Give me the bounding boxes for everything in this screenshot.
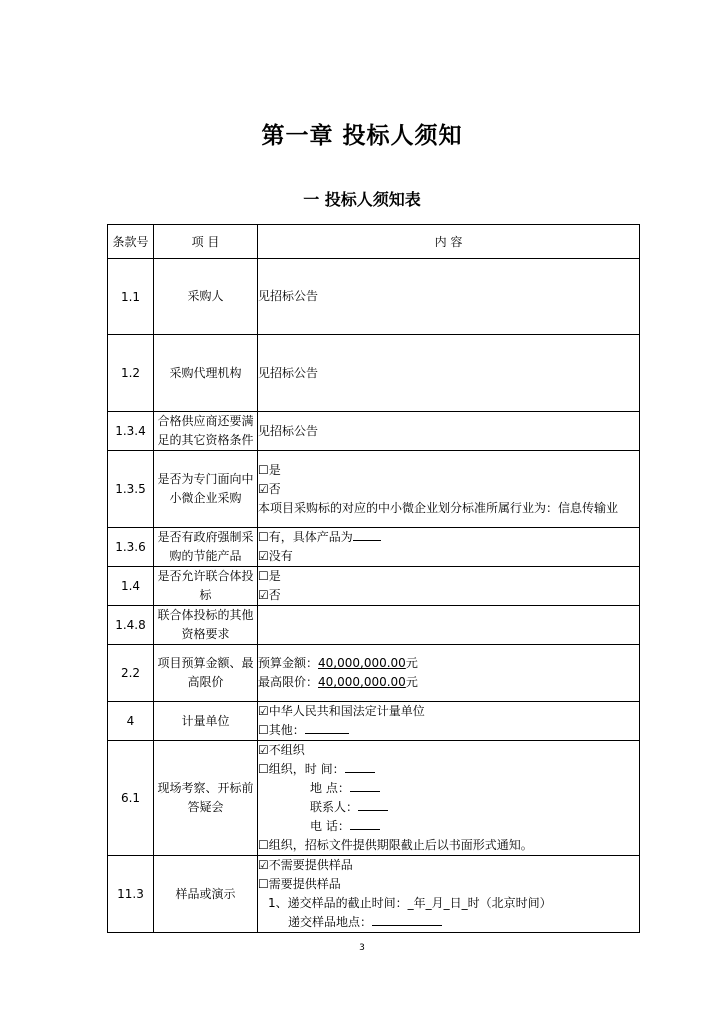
content-cell	[258, 741, 640, 856]
content-cell	[258, 412, 640, 451]
item-label: 现场考察、开标前答疑会	[154, 741, 258, 856]
item-label: 项目预算金额、最高限价	[154, 645, 258, 702]
item-label: 是否有政府强制采购的节能产品	[154, 528, 258, 567]
checkbox-option[interactable]: ☑中华人民共和国法定计量单位	[258, 704, 425, 718]
max-price	[258, 673, 639, 692]
content-line	[258, 913, 639, 932]
content-line	[258, 779, 639, 798]
fill-blank[interactable]	[345, 760, 375, 773]
content-line: 见招标公告	[258, 289, 319, 303]
sample-location-label: 递交样品地点：	[288, 915, 373, 929]
checkbox-option[interactable]: ☑不组织	[258, 743, 305, 757]
clause-number: 1.3.4	[108, 412, 154, 451]
content-cell	[258, 606, 640, 645]
checkbox-option[interactable]: ☑没有	[258, 549, 293, 563]
phone-label: 电 话：	[310, 819, 350, 833]
fill-blank[interactable]	[350, 779, 380, 792]
clause-number: 6.1	[108, 741, 154, 856]
clause-number: 1.2	[108, 335, 154, 412]
item-label: 是否允许联合体投标	[154, 567, 258, 606]
content-cell	[258, 567, 640, 606]
table-row	[108, 259, 640, 335]
content-line: 1、递交样品的截止时间：_年_月_日_时（北京时间）	[268, 896, 552, 910]
content-cell	[258, 856, 640, 933]
table-row	[108, 856, 640, 933]
content-line: 见招标公告	[258, 423, 319, 438]
budget-amount	[258, 654, 639, 673]
contact-label: 联系人：	[310, 800, 359, 814]
table-row	[108, 741, 640, 856]
checkbox-option[interactable]: ☐需要提供样品	[258, 877, 341, 891]
location-label: 地 点：	[310, 781, 350, 795]
table-row	[108, 702, 640, 741]
checkbox-option[interactable]: ☐是	[258, 462, 281, 477]
clause-number: 1.3.5	[108, 451, 154, 528]
clause-number: 2.2	[108, 645, 154, 702]
content-cell	[258, 259, 640, 335]
section-title: 一 投标人须知表	[303, 190, 421, 209]
content-line: 本项目采购标的对应的中小微企业划分标准所属行业为：信息传输业	[258, 500, 619, 515]
option-text: ☐其他：	[258, 723, 305, 737]
fill-blank[interactable]	[353, 528, 381, 541]
content-cell	[258, 335, 640, 412]
table-row	[108, 606, 640, 645]
content-line: 见招标公告	[258, 365, 319, 380]
table-row	[108, 335, 640, 412]
checkbox-option[interactable]	[258, 721, 639, 740]
chapter-title: 第一章 投标人须知	[261, 123, 463, 149]
item-label: 联合体投标的其他资格要求	[154, 606, 258, 645]
table-row	[108, 451, 640, 528]
checkbox-option[interactable]: ☑否	[258, 481, 281, 496]
clause-number: 4	[108, 702, 154, 741]
bidder-notice-table	[107, 224, 640, 933]
checkbox-option[interactable]: ☐组织，招标文件提供期限截止后以书面形式通知。	[258, 838, 533, 852]
item-label: 计量单位	[154, 702, 258, 741]
header-clause: 条款号	[108, 225, 154, 259]
budget-unit: 元	[405, 656, 418, 670]
option-text: ☐有，具体产品为	[258, 530, 353, 544]
fill-blank[interactable]	[372, 913, 442, 926]
clause-number: 1.4.8	[108, 606, 154, 645]
clause-number: 11.3	[108, 856, 154, 933]
page-number: 3	[359, 943, 365, 953]
table-row	[108, 528, 640, 567]
item-label: 样品或演示	[154, 856, 258, 933]
header-item: 项 目	[154, 225, 258, 259]
content-line	[258, 798, 639, 817]
checkbox-option[interactable]: ☑否	[258, 588, 281, 602]
table-header-row	[108, 225, 640, 259]
content-line	[258, 817, 639, 836]
table-row	[108, 567, 640, 606]
budget-label: 预算金额：	[258, 656, 319, 670]
max-price-unit: 元	[405, 675, 418, 689]
table-row	[108, 645, 640, 702]
checkbox-option[interactable]: ☑不需要提供样品	[258, 858, 353, 872]
checkbox-option[interactable]	[258, 528, 639, 547]
budget-value: 40,000,000.00	[318, 656, 406, 670]
table-row	[108, 412, 640, 451]
checkbox-option[interactable]: ☐是	[258, 569, 281, 583]
max-price-value: 40,000,000.00	[318, 675, 406, 689]
content-cell	[258, 702, 640, 741]
max-price-label: 最高限价：	[258, 675, 319, 689]
header-content: 内 容	[258, 225, 640, 259]
content-cell	[258, 645, 640, 702]
item-label: 合格供应商还要满足的其它资格条件	[154, 412, 258, 451]
content-cell	[258, 451, 640, 528]
item-label: 采购人	[154, 259, 258, 335]
fill-blank[interactable]	[350, 817, 380, 830]
fill-blank[interactable]	[305, 721, 349, 734]
clause-number: 1.1	[108, 259, 154, 335]
clause-number: 1.3.6	[108, 528, 154, 567]
option-text: ☐组织，时 间：	[258, 762, 345, 776]
checkbox-option[interactable]	[258, 760, 639, 779]
fill-blank[interactable]	[358, 798, 388, 811]
item-label: 采购代理机构	[154, 335, 258, 412]
item-label: 是否为专门面向中小微企业采购	[154, 451, 258, 528]
content-cell	[258, 528, 640, 567]
clause-number: 1.4	[108, 567, 154, 606]
